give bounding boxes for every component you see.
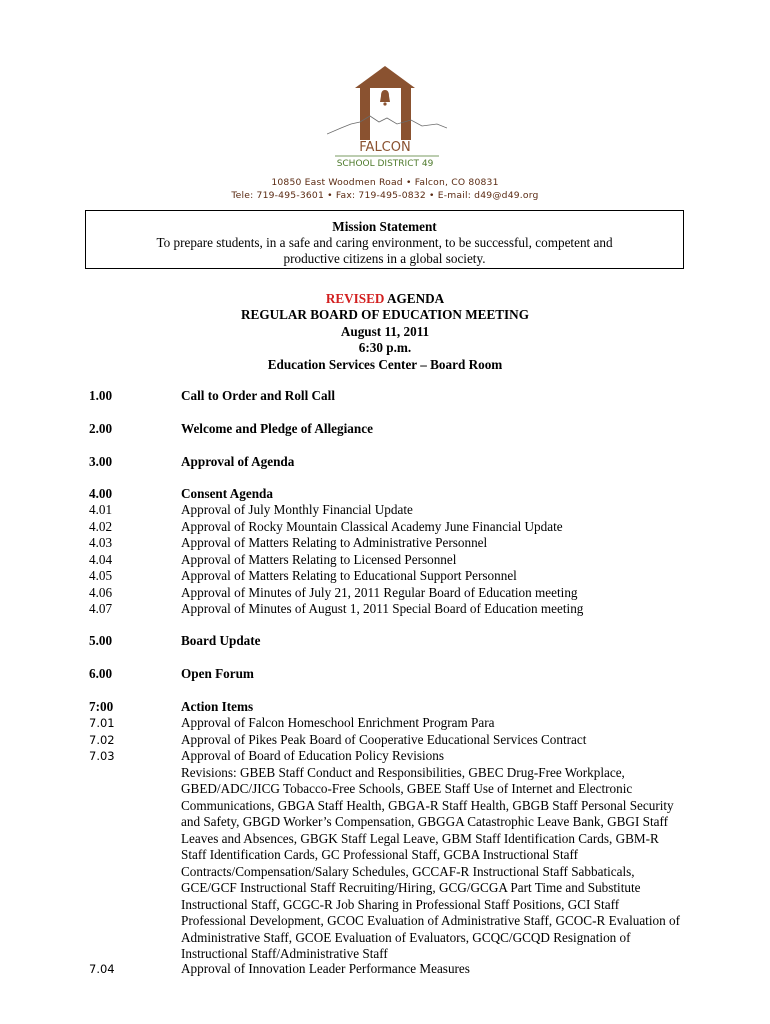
item-text: Approval of Matters Relating to Administrative Personnel bbox=[181, 535, 488, 550]
item-number: 7.01 bbox=[89, 716, 115, 730]
contact-line: Tele: 719-495-3601 • Fax: 719-495-0832 • E-mail: d49@d49.org bbox=[231, 190, 539, 201]
item-text: Action Items bbox=[181, 699, 254, 714]
mission-statement-box bbox=[85, 210, 684, 269]
meeting-location: Education Services Center – Board Room bbox=[267, 356, 503, 372]
falcon-school-district-logo bbox=[327, 66, 447, 174]
item-number: 5.00 bbox=[89, 633, 113, 648]
item-text: Approval of Minutes of August 1, 2011 Special Board of Education meeting bbox=[181, 601, 584, 616]
meeting-time: 6:30 p.m. bbox=[358, 340, 412, 356]
item-number: 6.00 bbox=[89, 666, 113, 681]
meeting-title: REGULAR BOARD OF EDUCATION MEETING bbox=[241, 307, 529, 323]
logo-left-pillar bbox=[360, 88, 370, 140]
mission-title: Mission Statement bbox=[332, 219, 437, 234]
item-text: Approval of Falcon Homeschool Enrichment Program Para bbox=[181, 715, 495, 730]
item-number: 7:00 bbox=[89, 699, 114, 714]
agenda-title bbox=[0, 291, 770, 307]
item-number: 4.00 bbox=[89, 486, 113, 501]
item-number: 7.02 bbox=[89, 733, 115, 747]
item-number: 1.00 bbox=[89, 388, 113, 403]
meeting-date: August 11, 2011 bbox=[340, 323, 430, 339]
address-line: 10850 East Woodmen Road • Falcon, CO 80831 bbox=[271, 177, 499, 188]
item-number: 4.07 bbox=[89, 601, 113, 616]
item-text: Approval of Matters Relating to Educational Support Personnel bbox=[181, 568, 517, 583]
item-number: 4.03 bbox=[89, 535, 113, 550]
item-text: Approval of July Monthly Financial Update bbox=[181, 502, 413, 517]
item-text: Approval of Minutes of July 21, 2011 Regular Board of Education meeting bbox=[181, 585, 578, 600]
item-number: 7.04 bbox=[89, 962, 115, 976]
item-text: Approval of Rocky Mountain Classical Academy June Financial Update bbox=[181, 519, 563, 534]
agenda-label: AGENDA bbox=[384, 291, 445, 306]
logo-district: SCHOOL DISTRICT 49 bbox=[336, 159, 434, 169]
item-text bbox=[181, 748, 681, 963]
logo-mountains bbox=[327, 116, 447, 134]
logo-roof bbox=[355, 66, 415, 88]
item-text: Approval of Matters Relating to Licensed Personnel bbox=[181, 552, 457, 567]
mission-text: To prepare students, in a safe and caring environment, to be successful, competent and productive citizens in a global society. bbox=[156, 235, 613, 266]
item-number: 4.06 bbox=[89, 585, 113, 600]
item-number: 4.05 bbox=[89, 568, 113, 583]
logo-right-pillar bbox=[401, 88, 411, 140]
item-text: Call to Order and Roll Call bbox=[181, 388, 335, 403]
item-number: 2.00 bbox=[89, 421, 113, 436]
revised-label: REVISED bbox=[325, 291, 385, 306]
item-text: Consent Agenda bbox=[181, 486, 273, 501]
item-number: 4.04 bbox=[89, 552, 113, 567]
agenda-header bbox=[0, 291, 770, 373]
policy-revisions: Revisions: GBEB Staff Conduct and Responsibilities, GBEC Drug-Free Workplace, GBED/ADC/JICG Tobacco-Free Schools, GBEE Staff Use of Internet and Electronic Communications, GBGA Staff Health, GBGA-R Staff Health, GBGB Staff Personal Security and Safety, GBGD Worker’s Compensation, GBGGA Catastrophic Leave Bank, GBGI Staff Leaves and Absences, GBGK Staff Legal Leave, GBM Staff Identification Cards, GBM-R Staff Identification Cards, GC Professional Staff, GCBA Instructional Staff Contracts/Compensation/Salary Schedules, GCCAF-R Instructional Staff Sabbaticals, GCE/GCF Instructional Staff Recruiting/Hiring, GCG/GCGA Part Time and Substitute Instructional Staff, GCGC-R Job Sharing in Professional Staff Positions, GCI Staff Professional Development, GCOC Evaluation of Administrative Staff, GCOC-R Evaluation of Administrative Staff, GCOE Evaluation of Evaluators, GCQC/GCQD Resignation of Instructional Staff/Administrative Staff bbox=[181, 764, 680, 961]
item-text: Welcome and Pledge of Allegiance bbox=[181, 421, 373, 436]
item-number: 4.01 bbox=[89, 502, 113, 517]
item-text: Approval of Agenda bbox=[181, 454, 295, 469]
item-number: 3.00 bbox=[89, 454, 113, 469]
item-title: Approval of Board of Education Policy Revisions bbox=[181, 748, 444, 763]
item-text: Approval of Innovation Leader Performance Measures bbox=[181, 961, 470, 976]
item-text: Approval of Pikes Peak Board of Cooperative Educational Services Contract bbox=[181, 732, 587, 747]
item-number: 4.02 bbox=[89, 519, 113, 534]
logo-name: FALCON bbox=[359, 140, 411, 155]
item-number: 7.03 bbox=[89, 749, 115, 763]
item-text: Board Update bbox=[181, 633, 261, 648]
bell-icon bbox=[380, 90, 390, 102]
item-text: Open Forum bbox=[181, 666, 254, 681]
